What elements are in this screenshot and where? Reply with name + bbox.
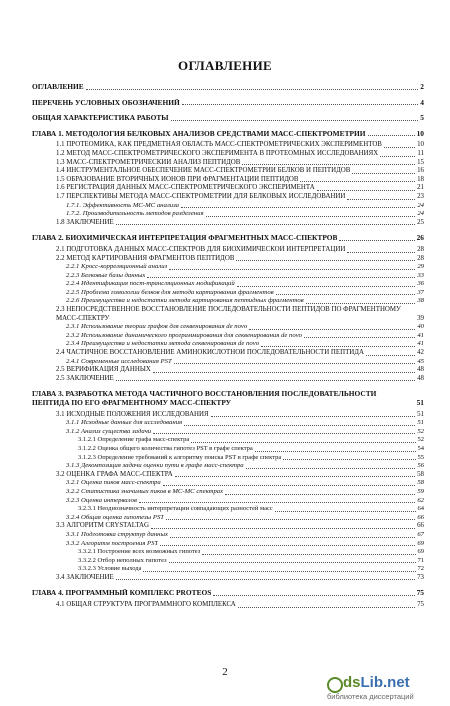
- toc-entry: [32, 445, 424, 454]
- toc-entry: [32, 375, 424, 384]
- toc-entry-page: 67: [417, 530, 424, 538]
- toc-entry-title: 2.3.2 Использование динамического программирования для секвенирования de novo: [66, 331, 303, 339]
- toc-entry-page: 48: [417, 366, 424, 374]
- toc-entry-page: 38: [417, 297, 424, 305]
- dot-leader: [236, 260, 415, 261]
- toc-entry-title: 2.3 НЕПОСРЕДСТВЕННОЕ ВОССТАНОВЛЕНИЕ ПОСЛЕДОВАТЕЛЬНОСТИ ПЕПТИДОВ ПО ФРАГМЕНТНОМУ МАСС-СПЕКТРУ: [56, 306, 401, 322]
- toc-entry-page: 51: [416, 398, 424, 407]
- toc-entry: [32, 548, 424, 557]
- dot-leader: [86, 89, 419, 90]
- toc-entry-page: 69: [417, 539, 424, 547]
- toc-entry-page: 41: [417, 340, 424, 348]
- toc-entry: [32, 141, 424, 150]
- toc-entry: [32, 210, 424, 219]
- toc-entry-title: 3.1.2.2 Оценка общего количества гипотез PST в графе спектра: [78, 444, 253, 452]
- toc-entry-page: 2: [420, 83, 424, 91]
- toc-entry-page: 28: [417, 254, 424, 262]
- dot-leader: [151, 528, 415, 529]
- toc-entry-page: 66: [417, 513, 424, 521]
- dot-leader: [153, 433, 415, 434]
- toc-entry-title: 1.2 МЕТОД МАСС-СПЕКТРОМЕТРИЧЕСКОГО ЭКСПЕРИМЕНТА В ПРОТЕОМНЫХ ИССЛЕДОВАНИЯХ: [56, 149, 379, 157]
- dot-leader: [174, 363, 416, 364]
- toc-entry: [32, 297, 424, 306]
- toc-entry: [32, 557, 424, 566]
- toc-entry-page: 73: [417, 573, 424, 581]
- watermark-logo: dsLib.net: [343, 674, 410, 691]
- dot-leader: [384, 147, 415, 148]
- toc-entry-title: 4.1 ОБЩАЯ СТРУКТУРА ПРОГРАММНОГО КОМПЛЕКСА: [56, 601, 236, 609]
- toc-entry-page: 24: [417, 201, 424, 209]
- toc-entry: [32, 574, 424, 583]
- toc-entry-title: 3.2.3.1 Неоднозначность интерпретации совпадающих разностей масс: [78, 505, 273, 513]
- dot-leader: [368, 135, 415, 136]
- toc-entry-page: 75: [416, 589, 424, 598]
- toc-entry-title: 3.2.1 Оценка пиков масс-спектра: [66, 479, 161, 487]
- toc-entry-page: 52: [417, 427, 424, 435]
- dot-leader: [261, 346, 415, 347]
- dot-leader: [352, 173, 415, 174]
- dot-leader: [191, 442, 415, 443]
- toc-entry-title: 3.2.4 Общая оценка гипотезы PST: [66, 513, 165, 521]
- table-of-contents: [32, 76, 424, 610]
- page-number: 2: [222, 666, 228, 678]
- toc-entry: [32, 159, 424, 168]
- toc-entry-page: 51: [417, 419, 424, 427]
- toc-entry-page: 75: [417, 601, 424, 609]
- dot-leader: [275, 511, 416, 512]
- toc-entry-title: 3.1.2.1 Определение графа масс-спектра: [78, 436, 190, 444]
- toc-entry: [32, 601, 424, 610]
- toc-entry-title: 2.3.4 Преимущества и недостатки метода секвенирования de novo: [66, 340, 260, 348]
- toc-entry: [32, 255, 424, 264]
- toc-entry-title: 3.3.2 Алгоритм построения PST: [66, 539, 159, 547]
- toc-entry-title: 2.2.6 Преимущества и недостатки метода картирования пептидных фрагментов: [66, 297, 304, 305]
- dot-leader: [170, 537, 415, 538]
- dot-leader: [182, 104, 419, 105]
- dot-leader: [202, 554, 415, 555]
- toc-entry-page: 64: [417, 505, 424, 513]
- toc-entry-title: ПЕРЕЧЕНЬ УСЛОВНЫХ ОБОЗНАЧЕНИЙ: [32, 98, 180, 107]
- toc-entry: [32, 390, 424, 407]
- toc-entry-page: 58: [417, 470, 424, 478]
- toc-entry-title: 1.7.1. Эффективность МС-МС анализа: [66, 201, 180, 209]
- toc-entry-title: 3.4 ЗАКЛЮЧЕНИЕ: [56, 573, 114, 581]
- toc-entry: [32, 176, 424, 185]
- dot-leader: [276, 294, 416, 295]
- toc-entry-page: 41: [417, 331, 424, 339]
- toc-entry-title: 2.2.1 Кросс-корреляционный анализ: [66, 263, 168, 271]
- toc-entry-title: 1.8 ЗАКЛЮЧЕНИЕ: [56, 218, 114, 226]
- toc-entry-page: 66: [417, 522, 424, 530]
- toc-entry-title: 3.1.1 Исходные данные для исследования: [66, 419, 183, 427]
- toc-entry-page: 18: [417, 175, 424, 183]
- toc-entry: [32, 565, 424, 574]
- toc-entry: [32, 366, 424, 375]
- toc-entry-page: 72: [417, 565, 424, 573]
- toc-entry-title: 3.1.2.3 Определение требований к алгоритму поиска PST в графе спектра: [78, 453, 282, 461]
- dot-leader: [366, 355, 415, 356]
- toc-entry-page: 26: [416, 234, 424, 243]
- toc-entry-page: 69: [417, 548, 424, 556]
- toc-entry: [32, 514, 424, 523]
- toc-entry-page: 45: [417, 357, 424, 365]
- toc-entry-title: ОБЩАЯ ХАРАКТЕРИСТИКА РАБОТЫ: [32, 114, 169, 123]
- toc-entry-page: 21: [417, 184, 424, 192]
- toc-entry-page: 25: [417, 218, 424, 226]
- watermark-logo-icon: [327, 677, 343, 693]
- toc-entry-title: 3.2.3 Оценка интервалов: [66, 496, 137, 504]
- dot-leader: [300, 181, 415, 182]
- dot-leader: [181, 207, 415, 208]
- toc-entry-page: 51: [417, 410, 424, 418]
- toc-entry-title: 3.3.1 Подготовка структур данных: [66, 530, 168, 538]
- toc-entry-title: 2.2.5 Проблема гомологии белков для метода картирования фрагментов: [66, 288, 274, 296]
- dot-leader: [116, 380, 415, 381]
- watermark-subtitle: библиотека диссертаций: [327, 692, 414, 701]
- toc-entry: [32, 589, 424, 598]
- toc-entry-title: 1.1 ПРОТЕОМИКА, КАК ПРЕДМЕТНАЯ ОБЛАСТЬ МАСС-СПЕКТРОМЕТРИЧЕСКИХ ЭКСПЕРИМЕНТОВ: [56, 141, 382, 149]
- dot-leader: [143, 571, 415, 572]
- dot-leader: [116, 579, 415, 580]
- watermark: [327, 676, 445, 702]
- dot-leader: [339, 240, 414, 241]
- toc-entry: [32, 522, 424, 531]
- toc-entry: [32, 219, 424, 228]
- toc-entry-title: 3.3.2.2 Отбор неполных гипотез: [78, 556, 167, 564]
- toc-entry: [32, 531, 424, 540]
- toc-entry-title: ГЛАВА 3. РАЗРАБОТКА МЕТОДА ЧАСТИЧНОГО ВОССТАНОВЛЕНИЯ ПОСЛЕДОВАТЕЛЬНОСТИ ПЕПТИДА ПО ЕГО ФРАГМЕНТНОМУ МАСС-СПЕКТРУ: [32, 390, 377, 407]
- toc-entry: [32, 99, 424, 108]
- toc-entry-page: 11: [417, 149, 424, 157]
- toc-entry-title: 2.3.1 Использование теории графов для секвенирования de novo: [66, 323, 248, 331]
- toc-entry: [32, 454, 424, 463]
- toc-entry-page: 55: [417, 453, 424, 461]
- toc-entry: [32, 306, 424, 323]
- toc-entry-title: 3.3.2.3 Условие выхода: [78, 565, 142, 573]
- dot-leader: [160, 545, 415, 546]
- toc-entry-title: 3.1 ИСХОДНЫЕ ПОЛОЖЕНИЯ ИССЛЕДОВАНИЯ: [56, 410, 209, 418]
- dot-leader: [213, 595, 414, 596]
- toc-entry: [32, 419, 424, 428]
- dot-leader: [211, 416, 416, 417]
- toc-entry-title: ГЛАВА 1. МЕТОДОЛОГИЯ БЕЛКОВЫХ АНАЛИЗОВ СРЕДСТВАМИ МАСС-СПЕКТРОМЕТРИИ: [32, 129, 366, 138]
- dot-leader: [206, 216, 416, 217]
- toc-entry-page: 29: [417, 263, 424, 271]
- toc-entry: [32, 114, 424, 123]
- toc-entry: [32, 323, 424, 332]
- toc-entry: [32, 167, 424, 176]
- toc-entry-title: 3.1.3 Декомпозиция задачи оценки пути в графе масс-спектра: [66, 462, 244, 470]
- toc-entry-page: 39: [417, 314, 424, 322]
- toc-entry-page: 10: [417, 141, 424, 149]
- toc-entry: [32, 332, 424, 341]
- dot-leader: [255, 451, 416, 452]
- toc-entry: [32, 358, 424, 367]
- dot-leader: [237, 286, 416, 287]
- dot-leader: [147, 277, 415, 278]
- toc-entry: [32, 340, 424, 349]
- toc-entry: [32, 280, 424, 289]
- dot-leader: [246, 468, 416, 469]
- dot-leader: [347, 199, 415, 200]
- page-title: ОГЛАВЛЕНИЕ: [178, 58, 272, 73]
- dot-leader: [175, 476, 415, 477]
- toc-entry-page: 33: [417, 271, 424, 279]
- toc-entry: [32, 202, 424, 211]
- toc-entry-title: 1.7.2. Производительность методов разделения: [66, 210, 204, 218]
- toc-entry-page: 58: [417, 479, 424, 487]
- toc-entry-page: 71: [417, 556, 424, 564]
- toc-entry: [32, 263, 424, 272]
- toc-entry-title: 2.1 ПОДГОТОВКА ДАННЫХ МАСС-СПЕКТРОВ ДЛЯ БИОХИМИЧЕСКОЙ ИНТЕРПРЕТАЦИИ: [56, 245, 346, 253]
- dot-leader: [184, 425, 415, 426]
- dot-leader: [238, 607, 415, 608]
- toc-entry-page: 24: [417, 210, 424, 218]
- dot-leader: [139, 502, 415, 503]
- dot-leader: [169, 269, 415, 270]
- dot-leader: [171, 120, 419, 121]
- toc-entry: [32, 462, 424, 471]
- toc-entry-title: 2.2.3 Белковые базы данных: [66, 271, 146, 279]
- toc-entry-title: 2.4 ЧАСТИЧНОЕ ВОССТАНОВЛЕНИЕ АМИНОКИСЛОТНОЙ ПОСЛЕДОВАТЕЛЬНОСТИ ПЕПТИДА: [56, 349, 364, 357]
- toc-entry-page: 5: [420, 114, 424, 123]
- toc-entry: [32, 411, 424, 420]
- toc-entry-title: 1.7 ПЕРСПЕКТИВЫ МЕТОДА МАСС-СПЕКТРОМЕТРИИ ДЛЯ БЕЛКОВЫХ ИССЛЕДОВАНИЙ: [56, 192, 346, 200]
- toc-entry-title: 1.3 МАСС-СПЕКТРОМЕТРИЧЕСКИЙ АНАЛИЗ ПЕПТИДОВ: [56, 158, 241, 166]
- dot-leader: [166, 519, 415, 520]
- toc-entry-page: 23: [417, 192, 424, 200]
- toc-entry-title: 1.5 ОБРАЗОВАНИЕ ВТОРИЧНЫХ ИОНОВ ПРИ ФРАГМЕНТАЦИИ ПЕПТИДОВ: [56, 175, 299, 183]
- toc-entry: [32, 234, 424, 243]
- dot-leader: [249, 329, 415, 330]
- toc-entry-title: 2.4.1 Современные исследования PST: [66, 357, 172, 365]
- toc-entry-page: 15: [417, 158, 424, 166]
- toc-entry-title: 3.2 ОЦЕНКА ГРАФА МАСС-СПЕКТРА: [56, 470, 173, 478]
- toc-entry-page: 37: [417, 288, 424, 296]
- toc-entry: [32, 289, 424, 298]
- dot-leader: [225, 494, 415, 495]
- toc-entry-title: 2.5 ЗАКЛЮЧЕНИЕ: [56, 374, 114, 382]
- toc-entry: [32, 246, 424, 255]
- toc-entry-page: 16: [417, 167, 424, 175]
- toc-entry: [32, 349, 424, 358]
- toc-entry: [32, 505, 424, 514]
- toc-entry-page: 52: [417, 436, 424, 444]
- toc-entry-title: ГЛАВА 2. БИОХИМИЧЕСКАЯ ИНТЕРПРЕТАЦИЯ ФРАГМЕНТНЫХ МАСС-СПЕКТРОВ: [32, 234, 338, 243]
- dot-leader: [169, 562, 416, 563]
- toc-entry-title: 1.6 РЕГИСТРАЦИЯ ДАННЫХ МАСС-СПЕКТРОМЕТРИЧЕСКОГО ЭКСПЕРИМЕНТА: [56, 184, 315, 192]
- toc-entry-page: 4: [420, 98, 424, 107]
- toc-entry: [32, 428, 424, 437]
- dot-leader: [317, 190, 415, 191]
- toc-entry: [32, 150, 424, 159]
- toc-entry-page: 54: [417, 444, 424, 452]
- toc-entry: [32, 479, 424, 488]
- toc-entry-page: 10: [416, 129, 424, 138]
- dot-leader: [306, 303, 416, 304]
- toc-entry-title: 2.2.4 Идентификация пост-трансляционных модификаций: [66, 280, 235, 288]
- toc-entry-page: 48: [417, 374, 424, 382]
- toc-entry-page: 40: [417, 323, 424, 331]
- toc-entry: [32, 193, 424, 202]
- toc-entry: [32, 488, 424, 497]
- dot-leader: [380, 156, 415, 157]
- toc-entry-page: 36: [417, 280, 424, 288]
- dot-leader: [347, 252, 415, 253]
- toc-entry-title: ГЛАВА 4. ПРОГРАММНЫЙ КОМПЛЕКС PROTEOS: [32, 589, 212, 598]
- toc-entry-title: 3.3 АЛГОРИТМ CRYSTALTAG: [56, 522, 149, 530]
- toc-entry: [32, 272, 424, 281]
- toc-entry-page: 42: [417, 349, 424, 357]
- dot-leader: [304, 337, 415, 338]
- toc-entry-title: 1.4 ИНСТРУМЕНТАЛЬНОЕ ОБЕСПЕЧЕНИЕ МАСС-СПЕКТРОМЕТРИИ БЕЛКОВ И ПЕПТИДОВ: [56, 167, 351, 175]
- toc-entry-page: 56: [417, 462, 424, 470]
- toc-entry: [32, 540, 424, 549]
- dot-leader: [163, 485, 416, 486]
- toc-entry: [32, 184, 424, 193]
- toc-entry: [32, 497, 424, 506]
- toc-entry: [32, 436, 424, 445]
- dot-leader: [153, 372, 415, 373]
- dot-leader: [242, 164, 415, 165]
- toc-entry-page: 28: [417, 245, 424, 253]
- toc-entry-title: 2.2 МЕТОД КАРТИРОВАНИЯ ФРАГМЕНТОВ ПЕПТИДОВ: [56, 254, 235, 262]
- toc-entry-title: ОГЛАВЛЕНИЕ: [32, 83, 84, 91]
- toc-entry-title: 3.3.2.1 Построение всех возможных гипотез: [78, 548, 201, 556]
- toc-entry: [32, 130, 424, 139]
- toc-entry-title: 3.2.2 Статистика значимых пиков в МС-МС спектрах: [66, 487, 224, 495]
- toc-entry-page: 59: [417, 487, 424, 495]
- toc-entry-page: 62: [417, 496, 424, 504]
- dot-leader: [283, 459, 415, 460]
- toc-entry: [32, 471, 424, 480]
- toc-entry-title: 2.5 ВЕРИФИКАЦИЯ ДАННЫХ: [56, 366, 151, 374]
- toc-entry-title: 3.1.2 Анализ существа задачи: [66, 427, 152, 435]
- dot-leader: [116, 224, 415, 225]
- toc-entry: [32, 83, 424, 92]
